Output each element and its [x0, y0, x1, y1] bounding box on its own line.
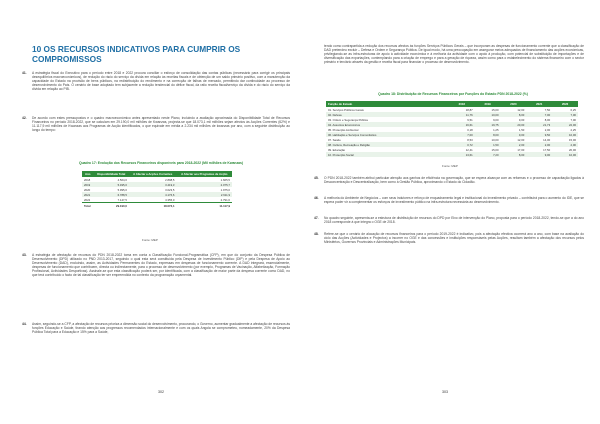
- paragraph-number: 48.: [314, 232, 319, 236]
- paragraph-47: [314, 216, 584, 224]
- table-cell: 18,87: [465, 107, 473, 112]
- table-cell: 9,51: [467, 117, 473, 122]
- table-cell: 9,00: [518, 117, 525, 122]
- table-header: 2022: [552, 101, 578, 107]
- table-cell: 6,25: [570, 107, 576, 112]
- table-cell: 2,00: [501, 142, 527, 147]
- table-header: A Afectar aos Programas de Acção: [177, 171, 233, 177]
- table-cell: 20,00: [501, 122, 527, 127]
- table-18-title: Quadro 18: Distribuição de Recursos Financeiros por Funções do Estado PDN 2018-2022 (%): [378, 92, 528, 96]
- table-cell: 9,00: [493, 117, 499, 122]
- table-cell: 17,50: [543, 147, 551, 152]
- paragraph-text: A melhoria do Ambiente de Negócios – com seus indutores e reforço de enquadramento legal e institucional do investimento privado – contribuirá para o aumento do IDE, que se espera poder vir a complementar os esforços de investimento público na infra-estrutura necessária ao desenvolvimento.: [324, 196, 584, 205]
- table-header: Disponibilidade Total: [94, 171, 129, 177]
- right-page: [314, 0, 600, 424]
- table-cell: 2018: [84, 177, 91, 182]
- table-cell: 1.665,5: [220, 177, 230, 182]
- table-cell: 10,00: [475, 112, 501, 117]
- table-header: Ano: [82, 171, 94, 177]
- table-cell: 11,76: [449, 112, 475, 117]
- table-cell: 18.072,1: [129, 203, 177, 209]
- table-cell: 1.975,0: [220, 187, 230, 192]
- left-page: [22, 0, 312, 424]
- paragraph-46: [314, 196, 584, 204]
- table-cell: 10,00: [552, 152, 578, 157]
- table-cell: 8,00: [501, 152, 527, 157]
- table-cell: 19,75: [475, 122, 501, 127]
- paragraph-text: O PDN 2018-2022 também atribui particular atenção aos ganhos de eficiência na governação, que se espera alcançar com as reformas e o processo de capacitação ligados à Desconcentração e Descentralização, bem como à Gestão Pública, aproximando o Estado do Cidadão.: [324, 176, 584, 185]
- table-cell: 8,00: [544, 117, 551, 122]
- table-cell: Total: [82, 203, 94, 209]
- table-cell: 04. Assuntos Económicos: [326, 122, 449, 127]
- section-heading: 10 OS RECURSOS INDICATIVOS PARA CUMPRIR OS COMPROMISSOS: [32, 44, 241, 64]
- table-cell: 4.564,0: [117, 177, 127, 182]
- table-cell: 8,00: [475, 132, 501, 137]
- table-cell: 05. Protecção Ambiental: [328, 127, 359, 132]
- table-cell: 17,00: [517, 147, 525, 152]
- paragraph-number: 43.: [22, 253, 27, 257]
- table-cell: 9,00: [501, 132, 527, 137]
- table-cell: 7,20: [475, 152, 501, 157]
- table-cell: 7,00: [449, 132, 475, 137]
- paragraph-48: [314, 232, 584, 244]
- paragraph-42: [22, 116, 290, 132]
- paragraph-number: 41.: [22, 71, 27, 75]
- table-cell: 14,00: [543, 137, 551, 142]
- table-cell: 2022: [84, 197, 91, 202]
- table-cell: 2.898,5: [165, 177, 175, 182]
- table-cell: 02. Defesa: [326, 112, 449, 117]
- paragraph-number: 46.: [314, 196, 319, 200]
- page-number: 303: [442, 390, 448, 394]
- table-header: A Afectar a Acções Correntes: [129, 171, 177, 177]
- table-cell: 03. Ordem e Segurança Pública: [328, 117, 368, 122]
- table-cell: 22,00: [552, 122, 578, 127]
- table-cell: 4.176,6: [129, 192, 177, 197]
- table-cell: 06. Habitação e Serviços Comunitários: [326, 132, 449, 137]
- table-cell: 13,61: [449, 152, 475, 157]
- table-cell: 15,00: [569, 137, 576, 142]
- table-cell: 3.419,3: [129, 182, 177, 187]
- table-cell: 9,00: [526, 152, 552, 157]
- table-cell: 15,00: [491, 147, 499, 152]
- table-cell: 10. Protecção Social: [326, 152, 449, 157]
- table-cell: 11.117,9: [177, 203, 233, 209]
- paragraph-number: 44.: [22, 322, 27, 326]
- table-header: Função do Estado: [326, 101, 449, 107]
- table-cell: 4.355,0: [165, 197, 175, 202]
- table-cell: 20,00: [569, 147, 576, 152]
- table-source: Fonte: MEP: [442, 164, 458, 168]
- table-cell: 2,00: [544, 127, 551, 132]
- paragraph-41: [22, 71, 290, 91]
- table-cell: 8,53: [467, 137, 473, 142]
- table-cell: 7,00: [526, 112, 552, 117]
- continuation-paragraph: tendo como contrapartida a redução dos recursos afectos às funções Serviços Públicos Gerais – que incorporam as despesas de funcionamento corrente que a classificação de DAD pretendeu excluir – Defesa e Ordem e Segurança Pública. De igual modo, há uma preocupação em assegurar meios adequados de financiamento das acções económicas, privilegiando-se as infra-estruturas de apoio à actividade económica e à melhoria da actividade com o apoio à produção, com potencial de substituição de importações e de diversificação das exportações, contemplando para a criação de emprego e para a geração de riqueza, assim como para o estabelecimento do sistema financeiro com o sector primário e terciário através da gestão e receita fiscal para financiar o processo de desenvolvimento.: [324, 44, 584, 65]
- paragraph-text: Assim, seguindo-se a CFP, a afectação de recursos prioriza a dimensão social do desenvolvimento, procurando, o Governo, aumentar gradualmente a afectação de recursos às funções Educação e Saúde, tirando atenção aos progressos recomendados internacionalmente e com os quais Angola se comprometeu, nomeadamente, 20% da Despesa Pública Total para a Educação e 15% para a Saúde,: [32, 322, 290, 335]
- table-cell: 5.495,0: [94, 182, 129, 187]
- table-cell: 15,00: [491, 107, 499, 112]
- table-cell: 8,00: [501, 112, 527, 117]
- table-cell: 7,00: [552, 112, 578, 117]
- table-cell: 12,41: [465, 147, 473, 152]
- table-cell: 16,61: [449, 122, 475, 127]
- table-cell: 01. Serviços Públicos Gerais: [328, 107, 364, 112]
- paragraph-number: 47.: [314, 216, 319, 220]
- paragraph-45: [314, 176, 584, 184]
- table-cell: 1,50: [518, 127, 525, 132]
- paragraph-text: No quadro seguinte, apresenta-se a estrutura de distribuição de recursos do DPD por Eixo de intervenção do Plano, proposta para o período 2018-2022, tendo-se que a do ano 2018 corresponde à que integra o OGE de 2018.: [324, 216, 584, 225]
- paragraph-number: 42.: [22, 116, 27, 120]
- table-cell: 10,00: [491, 137, 499, 142]
- table-cell: 10,00: [552, 132, 578, 137]
- table-cell: 0,18: [467, 127, 473, 132]
- table-18: [326, 101, 578, 157]
- table-cell: 0,72: [449, 142, 475, 147]
- table-cell: 6.788,5: [94, 192, 129, 197]
- table-17-title: Quadro 17: Evolução dos Recursos Financeiros disponíveis para 2018-2022 (Mil milhões de Kwanzas): [78, 161, 244, 165]
- paragraph-44: [22, 322, 290, 334]
- table-cell: 1,50: [475, 142, 501, 147]
- table-cell: 9,50: [526, 132, 552, 137]
- table-header: 2020: [501, 101, 527, 107]
- table-cell: 1,25: [493, 127, 499, 132]
- paragraph-text: A estratégia fiscal do Executivo para o período entre 2018 e 2022 procura conciliar o esforço de consolidação das contas públicas (necessário para corrigir os principais desequilíbrios macroeconómicos), de redução do rácio do serviço da dívida em relação às receitas fiscais e de obtenção de um saldo primário positivo, com a manutenção da capacidade do Estado na provisão de bens públicos, na redistribuição do rendimento e na correcção de falhas de mercado, permitindo dar continuidade ao processo de desenvolvimento do País. O cenário de base adoptado tem subjacente a redução tendencial do défice fiscal, da ratio receita fiscal/serviço da dívida e do rácio do serviço da dívida em relação ao PIB.: [32, 71, 290, 92]
- table-cell: 2020: [84, 187, 91, 192]
- table-cell: 3.023,5: [165, 187, 175, 192]
- table-header: 2019: [475, 101, 501, 107]
- table-cell: 2,00: [526, 142, 552, 147]
- table-cell: 29.190,0: [94, 203, 129, 209]
- table-source: Fonte: MEP: [142, 238, 158, 242]
- paragraph-number: 45.: [314, 176, 319, 180]
- table-cell: 7.147,5: [117, 197, 127, 202]
- table-cell: 7,50: [544, 107, 551, 112]
- table-cell: 07. Saúde: [328, 137, 341, 142]
- table-cell: 5.995,0: [117, 187, 127, 192]
- paragraph-text: De acordo com estes pressupostos e o quadro macroeconómico antes apresentado neste Plano, incluindo a avaliação aproximada do Disponibilidade Total de Recursos Financeiros no período 2018-2022, que se calculam em 29.190,0 mil milhões de Kwanzas, projecta-se que 18.073,1 mil milhões sejam afectos às Acções Correntes (62%) e 11.117,9 mil milhões de Kwanzas aos Programas de Acção identificados, o que equivale em média a 2.234 mil milhões de kwanzas por ano, com a seguinte distribuição ao longo do tempo:: [32, 116, 290, 133]
- table-cell: 2021: [82, 192, 94, 197]
- table-17: [82, 171, 232, 208]
- paragraph-43: [22, 253, 290, 278]
- table-total-row: [82, 203, 232, 209]
- table-cell: 2.791,6: [220, 197, 230, 202]
- table-cell: 2,25: [570, 127, 576, 132]
- table-cell: 7,00: [570, 117, 576, 122]
- table-cell: 08. Cultura, Recreação e Religião: [326, 142, 449, 147]
- paragraph-text: Refere-se que o cenário de alocação de recursos financeiros para o período 2019-2022 é indicativo, pois a afectação efectiva ocorrerá ano a ano, com base na avaliação do ciclo das Acções (Actividades e Projectos) a incorrer no OGE e das concessões e instituições responsáveis pelas Acções, resultam também a afectação dos recursos pelos Ministérios, Governos Provinciais e Administrações Municipais.: [324, 232, 584, 245]
- table-header: 2021: [526, 101, 552, 107]
- table-cell: 12,00: [517, 107, 525, 112]
- table-cell: 12,00: [517, 137, 525, 142]
- table-cell: 2.611,9: [177, 192, 233, 197]
- table-cell: 2.075,7: [177, 182, 233, 187]
- paragraph-text: A estratégia de afectação de recursos do PDN 2018-2022 toma em conta a Classificação Funcional-Programática (CFP), em que do conjunto da Despesa Pública de Desenvolvimento (DPD) utilizado no PND 2013-2017, seguindo o qual esta será constituída pela Despesa de Investimento Público (DIP) e pela Despesa de Apoio ao Desenvolvimento (DAD), excluindo, assim, as Actividades Permanentes do Estado, expressas em despesas de funcionamento corrente. A DAD integrará, essencialmente, despesas de funcionamento que contribuem, directa ou indirectamente, para o processo de desenvolvimento (por exemplo, Programas de Vacinação, Alfabetização, Formação Profissional, Actividades Desportivas). Assinale-se que esta classificação poderá ser, por identificada, com a classificação de maior parte da despesa corrente como DAD, no que terá contribuído o facto de tal classificação ter ser empreendida no contexto da programação orçamental.: [32, 253, 290, 278]
- table-cell: 09. Educação: [328, 147, 346, 152]
- table-cell: 2,00: [552, 142, 578, 147]
- table-header: 2018: [449, 101, 475, 107]
- table-row: [326, 152, 578, 157]
- table-cell: 2019: [82, 182, 94, 187]
- page-number: 302: [158, 390, 164, 394]
- table-cell: 21,73: [526, 122, 552, 127]
